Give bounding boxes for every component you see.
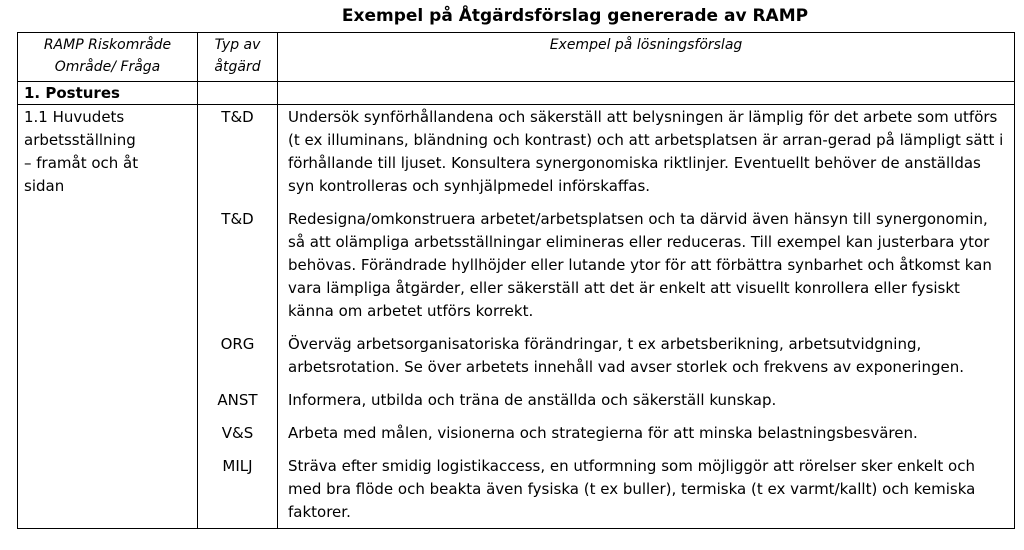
header-risk-area-line2: Område/ Fråga xyxy=(54,59,161,75)
suggestion-cell: Sträva efter smidig logistikaccess, en utformning som möjliggör att rörelser sker enkelt och med bra flöde och beakta även fysiska (t ex buller), termiska (t ex varmt/kallt) och kemiska faktorer. xyxy=(278,445,1015,529)
risk-area-cell: 1.1 Huvudets arbetsställning – framåt och åt sidan xyxy=(18,105,198,529)
suggestion-cell: Informera, utbilda och träna de anställda och säkerställ kunskap. xyxy=(278,379,1015,412)
section-title: 1. Postures xyxy=(18,82,198,105)
measures-table xyxy=(17,32,1015,529)
measure-type-cell: MILJ xyxy=(198,445,278,529)
header-measure-type-line2: åtgärd xyxy=(214,59,261,75)
section-empty-cell xyxy=(278,82,1015,105)
suggestion-cell: Överväg arbetsorganisatoriska förändringar, t ex arbetsberikning, arbetsutvidgning, arbetsrotation. Se över arbetets innehåll vad avser storlek och frekvens av exponeringen. xyxy=(278,323,1015,379)
section-empty-cell xyxy=(198,82,278,105)
header-measure-type xyxy=(198,33,278,82)
measure-type-cell: ORG xyxy=(198,323,278,379)
measure-type-cell: ANST xyxy=(198,379,278,412)
measure-type-cell: T&D xyxy=(198,105,278,199)
header-risk-area xyxy=(18,33,198,82)
suggestion-cell: Arbeta med målen, visionerna och strategierna för att minska belastningsbesvären. xyxy=(278,412,1015,445)
header-risk-area-line1: RAMP Riskområde xyxy=(43,37,172,53)
header-suggestions: Exempel på lösningsförslag xyxy=(278,33,1015,82)
measure-type-cell: V&S xyxy=(198,412,278,445)
suggestion-cell: Redesigna/omkonstruera arbetet/arbetsplatsen och ta därvid även hänsyn till synergonomin, så att olämpliga arbetsställningar elimineras eller reduceras. Till exempel kan justerbara ytor behövas. Förändrade hyllhöjder eller lutande ytor för att förbättra synbarhet och åtkomst kan vara lämpliga åtgärder, eller säkerställ att det är enkelt att visuellt konrollera eller fysiskt känna om arbetet utförs korrekt. xyxy=(278,198,1015,323)
table-row xyxy=(18,105,1015,199)
header-measure-type-line1: Typ av xyxy=(214,37,261,53)
measure-type-cell: T&D xyxy=(198,198,278,323)
document-title: Exempel på Åtgärdsförslag genererade av RAMP xyxy=(341,6,809,26)
section-row xyxy=(18,82,1015,105)
table-header-row xyxy=(18,33,1015,82)
suggestion-cell: Undersök synförhållandena och säkerställ att belysningen är lämplig för det arbete som utförs (t ex illuminans, bländning och kontrast) och att arbetsplatsen är arran-gerad på lämpligt sätt i förhållande till ljuset. Konsultera synergonomiska riktlinjer. Eventuellt behöver de anställdas syn kontrolleras och synhjälpmedel införskaffas. xyxy=(278,105,1015,199)
